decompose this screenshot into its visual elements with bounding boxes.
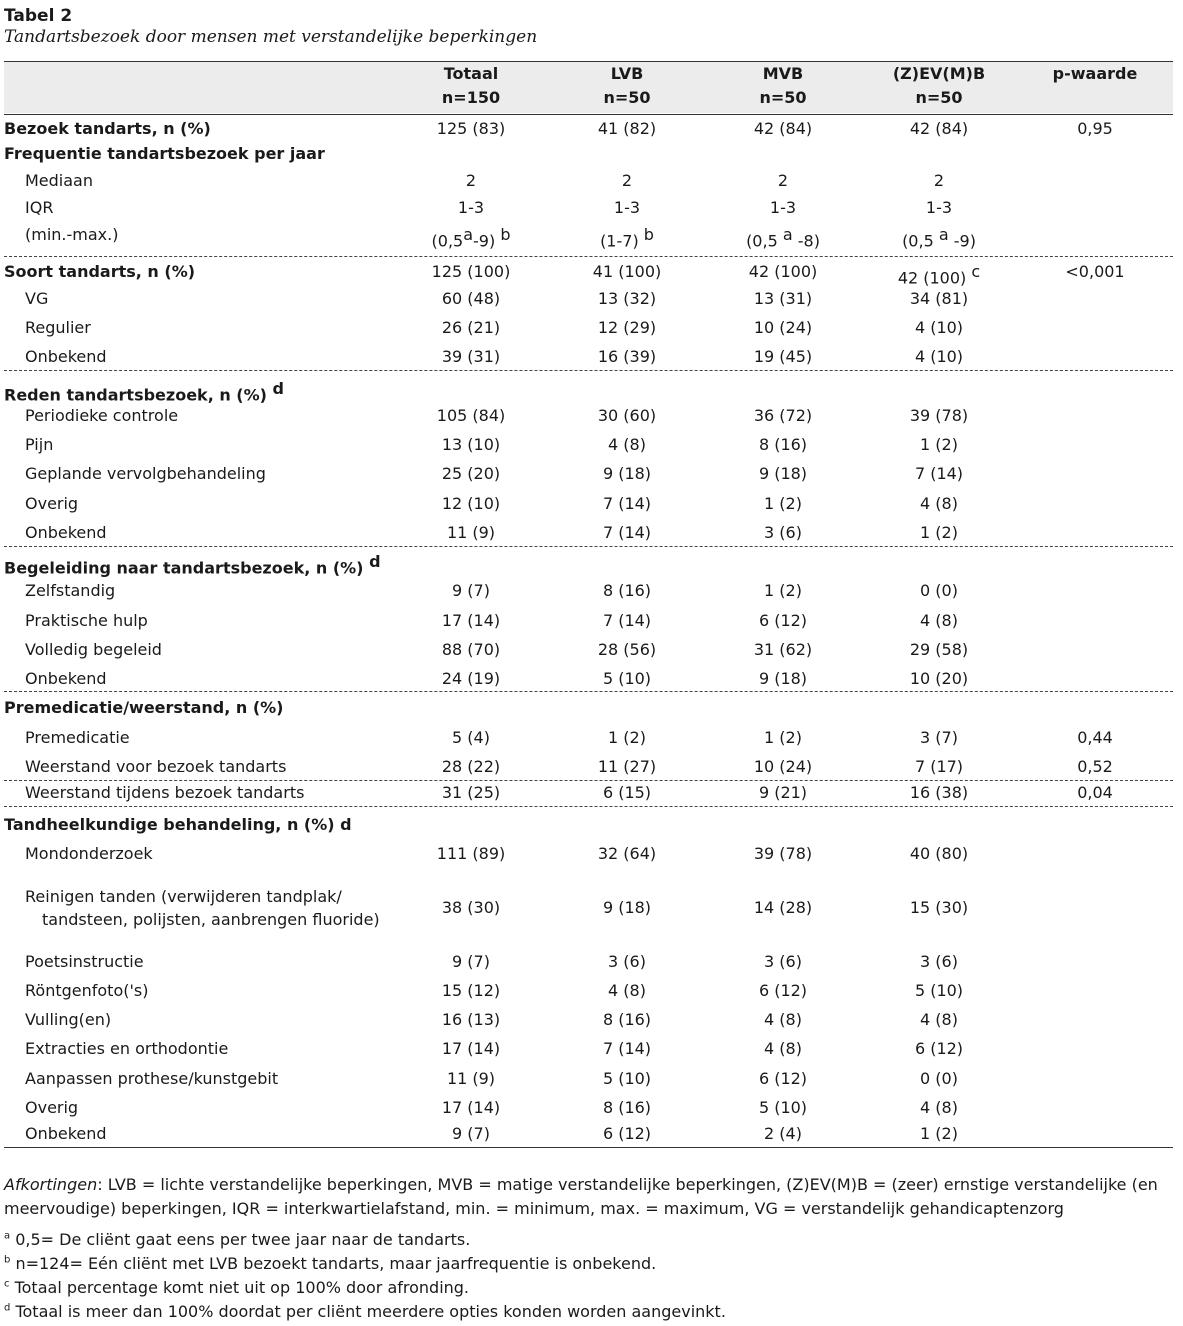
cell-lvb: 12 (29) [597, 318, 657, 337]
cell-zevmb: 4 (10) [914, 347, 964, 366]
cell-lvb: 4 (8) [608, 435, 646, 454]
cell-mvb: 4 (8) [764, 1039, 802, 1058]
cell-totaal: 125 (83) [436, 119, 506, 138]
cell-mvb: 31 (62) [753, 640, 813, 659]
cell-p-waarde: 0,52 [1077, 757, 1113, 776]
cell-lvb: 16 (39) [597, 347, 657, 366]
cell-zevmb: 4 (8) [920, 611, 958, 630]
cell-mvb: 9 (18) [758, 669, 808, 688]
cell-mvb: 5 (10) [758, 1098, 808, 1117]
cell-totaal: 11 (9) [446, 523, 496, 542]
cell-lvb: 5 (10) [602, 669, 652, 688]
cell-mvb: 2 [777, 171, 789, 190]
cell-zevmb: 42 (100) c [897, 262, 981, 288]
cell-zevmb: 5 (10) [914, 981, 964, 1000]
cell-zevmb: 2 [933, 171, 945, 190]
cell-mvb: 1 (2) [764, 494, 802, 513]
cell-mvb: 14 (28) [753, 898, 813, 917]
row-label: Regulier [25, 318, 91, 337]
cell-lvb: 7 (14) [602, 1039, 652, 1058]
cell-lvb: 8 (16) [602, 1010, 652, 1029]
footnote-d: $^d$ Totaal is meer dan 100% doordat per cliënt meerdere opties konden worden aangevinkt. [4, 1302, 726, 1321]
footnote-a: $^a$ 0,5= De cliënt gaat eens per twee jaar naar de tandarts. [4, 1230, 471, 1249]
cell-zevmb: 4 (8) [920, 494, 958, 513]
cell-lvb: 6 (15) [602, 783, 652, 802]
cell-zevmb: 15 (30) [909, 898, 969, 917]
cell-zevmb: 4 (10) [914, 318, 964, 337]
row-label: Bezoek tandarts, n (%) [4, 119, 211, 138]
cell-zevmb: 6 (12) [914, 1039, 964, 1058]
col-header-totaal: Totaal n=150 [441, 64, 501, 107]
cell-lvb: 7 (14) [602, 523, 652, 542]
row-label: IQR [25, 198, 54, 217]
cell-zevmb: 4 (8) [920, 1098, 958, 1117]
cell-zevmb: 29 (58) [909, 640, 969, 659]
cell-lvb: 11 (27) [597, 757, 657, 776]
cell-mvb: 8 (16) [758, 435, 808, 454]
abbreviations-note: Afkortingen: LVB = lichte verstandelijke beperkingen, MVB = matige verstandelijke beperkingen, (Z)EV(M)B = (zeer) ernstige verstandelijke (en meervoudige) beperkingen, IQR = interkwartielafstand, min. = minimum, max. = maximum, VG = verstandelijk gehandicaptenzorg [4, 1175, 1158, 1218]
cell-totaal: 28 (22) [441, 757, 501, 776]
row-label: Reinigen tanden (verwijderen tandplak/ tandsteen, polijsten, aanbrengen fluoride) [25, 887, 380, 929]
cell-mvb: 4 (8) [764, 1010, 802, 1029]
cell-lvb: 9 (18) [602, 464, 652, 483]
row-label: Extracties en orthodontie [25, 1039, 229, 1058]
cell-mvb: 6 (12) [758, 981, 808, 1000]
cell-totaal: 15 (12) [441, 981, 501, 1000]
cell-zevmb: 34 (81) [909, 289, 969, 308]
cell-zevmb: 39 (78) [909, 406, 969, 425]
cell-totaal: 88 (70) [441, 640, 501, 659]
cell-zevmb: (0,5 a -9) [902, 225, 976, 251]
cell-mvb: 6 (12) [758, 1069, 808, 1088]
cell-totaal: 17 (14) [441, 611, 501, 630]
row-label: Frequentie tandartsbezoek per jaar [4, 144, 325, 163]
cell-lvb: 32 (64) [597, 844, 657, 863]
row-label: Röntgenfoto('s) [25, 981, 149, 1000]
cell-totaal: 31 (25) [441, 783, 501, 802]
cell-mvb: 9 (18) [758, 464, 808, 483]
row-label: Zelfstandig [25, 581, 116, 600]
row-label: Onbekend [25, 523, 107, 542]
cell-p-waarde: 0,95 [1077, 119, 1113, 138]
cell-totaal: 2 [465, 171, 477, 190]
cell-zevmb: 0 (0) [920, 581, 958, 600]
table-subtitle: Tandartsbezoek door mensen met verstandelijke beperkingen [4, 27, 538, 47]
cell-mvb: 36 (72) [753, 406, 813, 425]
cell-lvb: 28 (56) [597, 640, 657, 659]
cell-totaal: 12 (10) [441, 494, 501, 513]
table-title: Tabel 2 [4, 6, 73, 26]
cell-totaal: 11 (9) [446, 1069, 496, 1088]
cell-lvb: 8 (16) [602, 581, 652, 600]
cell-lvb: 5 (10) [602, 1069, 652, 1088]
section-divider [4, 806, 1173, 807]
cell-totaal: 9 (7) [452, 581, 490, 600]
cell-p-waarde: 0,04 [1077, 783, 1113, 802]
cell-zevmb: 16 (38) [909, 783, 969, 802]
col-header-zevmb: (Z)EV(M)B n=50 [892, 64, 986, 107]
cell-mvb: 19 (45) [753, 347, 813, 366]
cell-totaal: 105 (84) [436, 406, 506, 425]
row-label: Aanpassen prothese/kunstgebit [25, 1069, 279, 1088]
row-label: Volledig begeleid [25, 640, 162, 659]
cell-mvb: 9 (21) [758, 783, 808, 802]
row-label: (min.-max.) [25, 225, 119, 244]
cell-mvb: 10 (24) [753, 318, 813, 337]
cell-lvb: 6 (12) [602, 1124, 652, 1143]
cell-lvb: 4 (8) [608, 981, 646, 1000]
row-label: Praktische hulp [25, 611, 148, 630]
cell-mvb: (0,5 a -8) [746, 225, 820, 251]
cell-lvb: 7 (14) [602, 611, 652, 630]
col-header-p-waarde: p-waarde [1052, 64, 1138, 83]
row-label: Mondonderzoek [25, 844, 153, 863]
cell-mvb: 42 (100) [748, 262, 818, 281]
col-header-mvb: MVB n=50 [759, 64, 807, 107]
section-divider [4, 691, 1173, 692]
cell-lvb: 1 (2) [608, 728, 646, 747]
row-label: Weerstand tijdens bezoek tandarts [25, 783, 305, 802]
cell-zevmb: 0 (0) [920, 1069, 958, 1088]
cell-lvb: 9 (18) [602, 898, 652, 917]
section-divider [4, 546, 1173, 547]
cell-totaal: 13 (10) [441, 435, 501, 454]
cell-mvb: 2 (4) [764, 1124, 802, 1143]
row-label: Premedicatie [25, 728, 130, 747]
row-label: VG [25, 289, 49, 308]
cell-zevmb: 1-3 [925, 198, 953, 217]
row-label: Pijn [25, 435, 54, 454]
cell-zevmb: 4 (8) [920, 1010, 958, 1029]
cell-zevmb: 7 (17) [914, 757, 964, 776]
cell-totaal: 25 (20) [441, 464, 501, 483]
cell-totaal: 5 (4) [452, 728, 490, 747]
row-label: Onbekend [25, 1124, 107, 1143]
cell-lvb: 2 [621, 171, 633, 190]
row-label: Weerstand voor bezoek tandarts [25, 757, 287, 776]
row-label: Premedicatie/weerstand, n (%) [4, 698, 284, 717]
cell-mvb: 1 (2) [764, 581, 802, 600]
row-label: Vulling(en) [25, 1010, 112, 1029]
cell-lvb: (1-7) b [600, 225, 654, 251]
cell-totaal: 60 (48) [441, 289, 501, 308]
cell-totaal: (0,5a-9) b [431, 225, 511, 251]
cell-mvb: 13 (31) [753, 289, 813, 308]
row-label: Onbekend [25, 669, 107, 688]
row-divider [4, 780, 1173, 781]
cell-zevmb: 42 (84) [909, 119, 969, 138]
cell-totaal: 26 (21) [441, 318, 501, 337]
row-label: Overig [25, 494, 79, 513]
cell-zevmb: 1 (2) [920, 523, 958, 542]
cell-zevmb: 3 (6) [920, 952, 958, 971]
cell-mvb: 39 (78) [753, 844, 813, 863]
cell-mvb: 3 (6) [764, 952, 802, 971]
cell-totaal: 9 (7) [452, 952, 490, 971]
cell-totaal: 17 (14) [441, 1098, 501, 1117]
cell-mvb: 6 (12) [758, 611, 808, 630]
row-label: Soort tandarts, n (%) [4, 262, 196, 281]
cell-lvb: 13 (32) [597, 289, 657, 308]
row-label: Begeleiding naar tandartsbezoek, n (%) d [4, 552, 381, 578]
row-label: Mediaan [25, 171, 93, 190]
cell-totaal: 111 (89) [436, 844, 506, 863]
row-label: Reden tandartsbezoek, n (%) d [4, 379, 284, 405]
cell-lvb: 1-3 [613, 198, 641, 217]
header-bottom-rule [4, 114, 1173, 115]
row-label: Overig [25, 1098, 79, 1117]
section-divider [4, 256, 1173, 257]
footnote-c: $^c$ Totaal percentage komt niet uit op 100% door afronding. [4, 1278, 470, 1297]
cell-mvb: 1 (2) [764, 728, 802, 747]
row-label: Periodieke controle [25, 406, 179, 425]
footnote-b: $^b$ n=124= Eén cliënt met LVB bezoekt tandarts, maar jaarfrequentie is onbekend. [4, 1254, 657, 1273]
cell-totaal: 38 (30) [441, 898, 501, 917]
section-divider [4, 370, 1173, 371]
cell-mvb: 3 (6) [764, 523, 802, 542]
cell-zevmb: 7 (14) [914, 464, 964, 483]
cell-totaal: 125 (100) [431, 262, 511, 281]
row-label: Tandheelkundige behandeling, n (%) d [4, 815, 352, 834]
cell-p-waarde: 0,44 [1077, 728, 1113, 747]
cell-mvb: 10 (24) [753, 757, 813, 776]
cell-mvb: 1-3 [769, 198, 797, 217]
cell-lvb: 41 (100) [592, 262, 662, 281]
cell-totaal: 9 (7) [452, 1124, 490, 1143]
cell-totaal: 16 (13) [441, 1010, 501, 1029]
cell-zevmb: 10 (20) [909, 669, 969, 688]
cell-totaal: 1-3 [457, 198, 485, 217]
cell-totaal: 24 (19) [441, 669, 501, 688]
cell-lvb: 41 (82) [597, 119, 657, 138]
cell-zevmb: 3 (7) [920, 728, 958, 747]
row-label: Onbekend [25, 347, 107, 366]
cell-lvb: 7 (14) [602, 494, 652, 513]
row-label: Geplande vervolgbehandeling [25, 464, 266, 483]
cell-zevmb: 40 (80) [909, 844, 969, 863]
cell-totaal: 17 (14) [441, 1039, 501, 1058]
table-bottom-rule [4, 1147, 1173, 1148]
cell-zevmb: 1 (2) [920, 435, 958, 454]
cell-mvb: 42 (84) [753, 119, 813, 138]
row-label: Poetsinstructie [25, 952, 144, 971]
cell-zevmb: 1 (2) [920, 1124, 958, 1143]
cell-p-waarde: <0,001 [1065, 262, 1125, 281]
cell-lvb: 8 (16) [602, 1098, 652, 1117]
col-header-lvb: LVB n=50 [603, 64, 651, 107]
cell-totaal: 39 (31) [441, 347, 501, 366]
cell-lvb: 30 (60) [597, 406, 657, 425]
cell-lvb: 3 (6) [608, 952, 646, 971]
